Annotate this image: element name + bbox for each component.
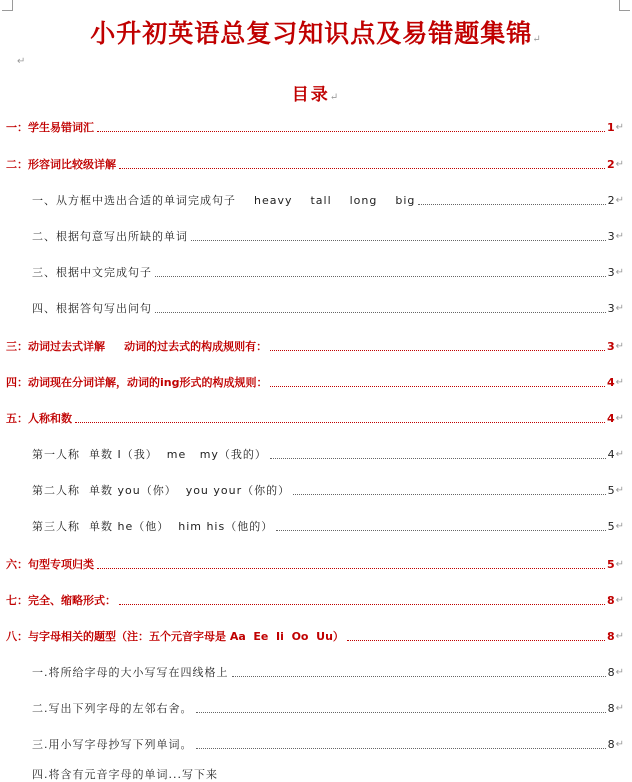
page-corner-mark-top-left [2,0,13,11]
toc-dot-leader [270,457,606,459]
toc-entry-page-number: 1 [606,121,615,134]
toc-dot-leader [270,385,604,387]
toc-dot-leader [293,493,605,495]
document-title [0,14,632,50]
toc-dot-leader [97,130,605,132]
paragraph-mark-icon: ↵ [615,521,624,532]
page-corner-mark-top-right [619,0,630,11]
toc-dot-leader [155,311,606,313]
toc-entry-page-number: 2 [606,158,615,171]
paragraph-mark-icon: ↵ [329,92,341,103]
toc-dot-leader [155,275,606,277]
toc-entry-page-number: 5 [607,484,615,497]
toc-entry[interactable] [32,736,624,752]
toc-entry-page-number: 8 [607,702,615,715]
toc-entry-label: 八：与字母相关的题型（注：五个元音字母是 Aa Ee Ii Oo Uu） [6,630,344,643]
toc-entry-page-number: 3 [607,266,615,279]
toc-entry-page-number: 8 [607,666,615,679]
paragraph-mark-icon: ↵ [615,159,624,170]
toc-entry[interactable] [6,628,624,644]
toc-entry-label: 第二人称 单数 you（你） you your（你的） [32,484,291,497]
empty-paragraph-mark-icon: ↵ [17,56,26,67]
toc-entry-label: 三.用小写字母抄写下列单词。 [32,738,193,751]
toc-entry-label: 二.写出下列字母的左邻右舍。 [32,702,193,715]
toc-dot-leader [119,603,605,605]
toc-dot-leader [276,529,605,531]
toc-entry[interactable] [32,518,624,534]
toc-entry[interactable] [32,264,624,280]
paragraph-mark-icon: ↵ [615,303,624,314]
paragraph-mark-icon: ↵ [615,739,624,750]
toc-dot-leader [270,349,605,351]
paragraph-mark-icon: ↵ [615,267,624,278]
toc-entry-page-number: 3 [606,340,615,353]
toc-entry[interactable] [6,338,624,354]
paragraph-mark-icon: ↵ [615,703,624,714]
toc-entry-partially-visible-text: 四.将含有元音字母的单词...写下来 [32,768,218,781]
toc-entry[interactable] [32,228,624,244]
toc-entry-page-number: 4 [606,376,615,389]
toc-entry[interactable] [32,664,624,680]
paragraph-mark-icon: ↵ [615,413,624,424]
toc-heading-text: 目录 [291,85,330,105]
toc-entry-label: 二、根据句意写出所缺的单词 [32,230,188,243]
toc-entry-page-number: 8 [606,594,615,607]
toc-dot-leader [196,711,606,713]
paragraph-mark-icon: ↵ [615,195,624,206]
toc-entry-page-number: 2 [607,194,615,207]
paragraph-mark-icon: ↵ [615,485,624,496]
toc-entry-page-number: 3 [607,302,615,315]
toc-entry-label: 二：形容词比较级详解 [6,158,116,171]
toc-entry[interactable] [6,556,624,572]
toc-entry-label: 七：完全、缩略形式： [6,594,116,607]
toc-entry[interactable] [6,592,624,608]
toc-dot-leader [97,567,605,569]
toc-entry-page-number: 4 [606,412,615,425]
toc-dot-leader [347,639,605,641]
toc-entry-page-number: 4 [607,448,615,461]
toc-entry[interactable] [6,156,624,172]
toc-entry-page-number: 5 [606,558,615,571]
toc-entry-label: 一.将所给字母的大小写写在四线格上 [32,666,229,679]
toc-entry-page-number: 5 [607,520,615,533]
paragraph-mark-icon: ↵ [615,631,624,642]
toc-heading [0,80,632,105]
paragraph-mark-icon: ↵ [615,449,624,460]
paragraph-mark-icon: ↵ [615,122,624,133]
toc-dot-leader [119,167,605,169]
toc-dot-leader [191,239,606,241]
toc-entry-page-number: 8 [607,738,615,751]
toc-entry[interactable] [6,374,624,390]
toc-entry[interactable] [32,482,624,498]
toc-entry-label: 一：学生易错词汇 [6,121,94,134]
toc-entry-label: 一、从方框中选出合适的单词完成句子 heavy tall long big [32,194,416,207]
toc-dot-leader [196,747,606,749]
document-title-text: 小升初英语总复习知识点及易错题集锦 [90,19,533,48]
paragraph-mark-icon: ↵ [615,231,624,242]
toc-entry-label: 第三人称 单数 he（他） him his（他的） [32,520,274,533]
toc-entry-label: 第一人称 单数 I（我） me my（我的） [32,448,267,461]
toc-entry-label: 四、根据答句写出问句 [32,302,152,315]
toc-dot-leader [75,421,605,423]
toc-entry-partially-visible [32,768,252,781]
toc-entry-label: 五：人称和数 [6,412,72,425]
paragraph-mark-icon: ↵ [532,34,542,45]
toc-dot-leader [232,675,606,677]
toc-entry-label: 四：动词现在分词详解，动词的ing形式的构成规则： [6,376,268,389]
toc-entry[interactable] [32,446,624,462]
toc-entry[interactable] [32,300,624,316]
toc-entry[interactable] [32,700,624,716]
paragraph-mark-icon: ↵ [615,377,624,388]
toc-entry[interactable] [6,119,624,135]
paragraph-mark-icon: ↵ [615,667,624,678]
paragraph-mark-icon: ↵ [615,595,624,606]
paragraph-mark-icon: ↵ [615,341,624,352]
toc-entry-label: 六：句型专项归类 [6,558,94,571]
toc-entry[interactable] [6,410,624,426]
toc-entry[interactable] [32,192,624,208]
toc-entry-label: 三、根据中文完成句子 [32,266,152,279]
paragraph-mark-icon: ↵ [615,559,624,570]
toc-dot-leader [418,203,605,205]
toc-entry-label: 三：动词过去式详解 动词的过去式的构成规则有： [6,340,268,353]
toc-entry-page-number: 8 [606,630,615,643]
toc-entry-page-number: 3 [607,230,615,243]
